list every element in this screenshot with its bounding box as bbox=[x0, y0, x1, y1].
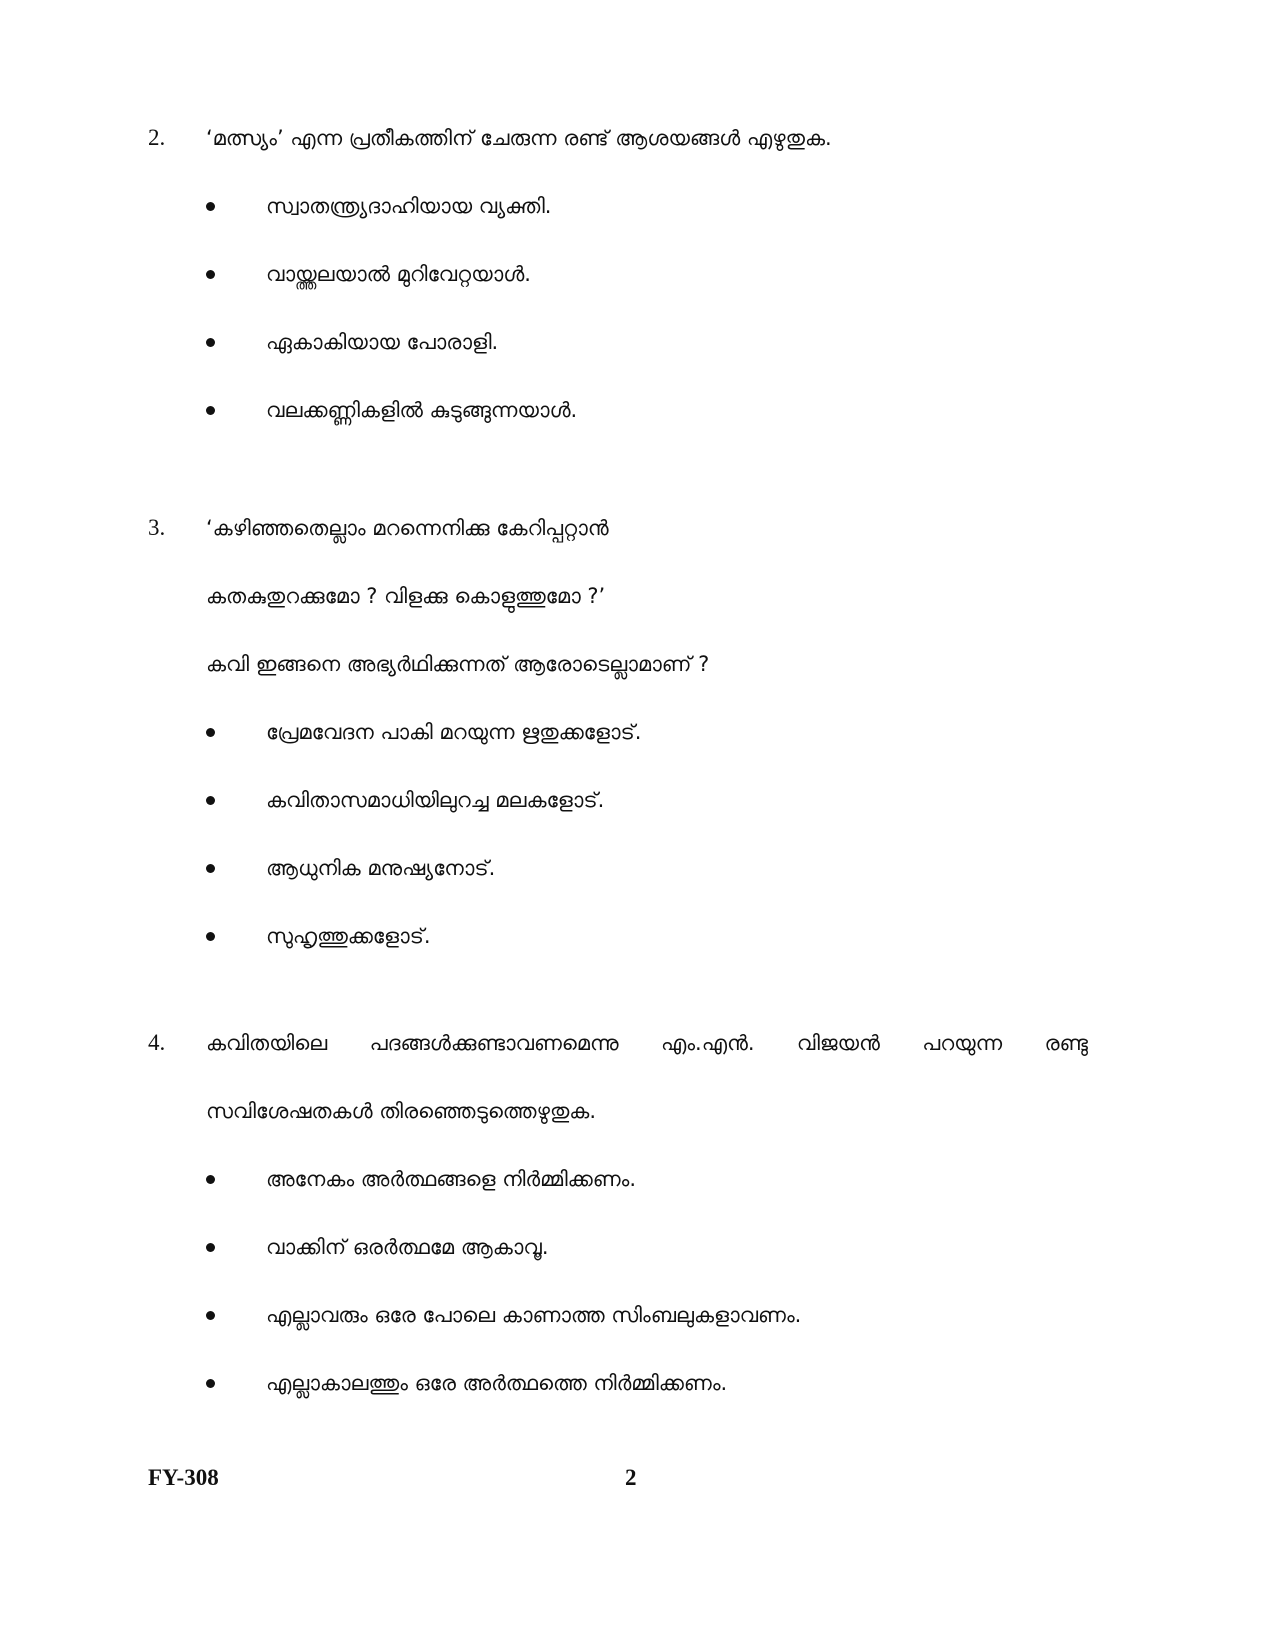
question-word: രണ്ടു bbox=[1044, 1031, 1088, 1055]
option-item bbox=[148, 712, 1088, 780]
question-number: 2. bbox=[148, 125, 166, 150]
bullet-icon bbox=[206, 796, 215, 805]
question-word: എം.എൻ. bbox=[660, 1031, 755, 1055]
bullet-icon bbox=[206, 932, 215, 941]
option-text: എല്ലാവരും ഒരേ പോലെ കാണാത്ത സിംബലുകളാവണം. bbox=[266, 1303, 802, 1327]
footer-paper-code: FY-308 bbox=[148, 1465, 219, 1490]
question-number: 3. bbox=[148, 515, 166, 540]
bullet-icon bbox=[206, 864, 215, 873]
question-line bbox=[148, 576, 1088, 644]
option-text: പ്രേമവേദന പാകി മറയുന്ന ഋതുക്കളോട്. bbox=[266, 720, 642, 744]
footer-page-number: 2 bbox=[625, 1465, 637, 1490]
bullet-icon bbox=[206, 1175, 215, 1184]
bullet-icon bbox=[206, 1311, 215, 1320]
option-text: ആധുനിക മനുഷ്യനോട്. bbox=[266, 856, 496, 880]
question-line bbox=[148, 1023, 1088, 1091]
bullet-icon bbox=[206, 728, 215, 737]
question-text: ‘കഴിഞ്ഞതെല്ലാം മറന്നെനിക്കു കേറിപ്പറ്റാൻ bbox=[206, 516, 609, 540]
question-word: കവിതയിലെ bbox=[206, 1031, 328, 1055]
question-text: ‘മത്സ്യം’ എന്ന പ്രതീകത്തിന് ചേരുന്ന രണ്ട് ആശയങ്ങൾ എഴുതുക. bbox=[206, 126, 832, 150]
question-text: കതകുതുറക്കുമോ ? വിളക്കു കൊളുത്തുമോ ?’ bbox=[206, 584, 606, 608]
option-item bbox=[148, 186, 1088, 254]
question-4 bbox=[148, 1023, 1088, 1431]
option-text: അനേകം അർത്ഥങ്ങളെ നിർമ്മിക്കണം. bbox=[266, 1167, 637, 1191]
option-item bbox=[148, 1363, 1088, 1431]
option-text: വലക്കണ്ണികളിൽ കുടുങ്ങുന്നയാൾ. bbox=[266, 398, 578, 422]
bullet-icon bbox=[206, 1243, 215, 1252]
option-item bbox=[148, 322, 1088, 390]
bullet-icon bbox=[206, 1379, 215, 1388]
option-item bbox=[148, 916, 1088, 984]
question-line bbox=[148, 118, 1088, 186]
option-text: കവിതാസമാധിയിലുറച്ച മലകളോട്. bbox=[266, 788, 605, 812]
question-line bbox=[148, 644, 1088, 712]
option-text: വാക്കിന് ഒരർത്ഥമേ ആകാവൂ. bbox=[266, 1235, 549, 1259]
option-item bbox=[148, 1159, 1088, 1227]
question-3 bbox=[148, 508, 1088, 984]
option-text: ഏകാകിയായ പോരാളി. bbox=[266, 330, 499, 354]
option-text: സുഹൃത്തുക്കളോട്. bbox=[266, 924, 431, 948]
option-text: എല്ലാകാലത്തും ഒരേ അർത്ഥത്തെ നിർമ്മിക്കണം. bbox=[266, 1371, 728, 1395]
question-text: സവിശേഷതകൾ തിരഞ്ഞെടുത്തെഴുതുക. bbox=[206, 1099, 597, 1123]
option-text: വായ്ത്തലയാൽ മുറിവേറ്റയാൾ. bbox=[266, 262, 531, 286]
question-text-justified bbox=[206, 1023, 1088, 1063]
bullet-icon bbox=[206, 338, 215, 347]
option-item bbox=[148, 1295, 1088, 1363]
option-item bbox=[148, 780, 1088, 848]
option-item bbox=[148, 1227, 1088, 1295]
bullet-icon bbox=[206, 406, 215, 415]
bullet-icon bbox=[206, 202, 215, 211]
question-word: പറയുന്ന bbox=[922, 1031, 1003, 1055]
option-item bbox=[148, 254, 1088, 322]
option-item bbox=[148, 390, 1088, 458]
question-line bbox=[148, 1091, 1088, 1159]
question-word: പദങ്ങൾക്കുണ്ടാവണമെന്നു bbox=[369, 1031, 619, 1055]
question-number: 4. bbox=[148, 1030, 166, 1055]
question-line bbox=[148, 508, 1088, 576]
question-text: കവി ഇങ്ങനെ അഭ്യർഥിക്കുന്നത് ആരോടെല്ലാമാണ് ? bbox=[206, 652, 710, 676]
question-2 bbox=[148, 118, 1088, 458]
option-text: സ്വാതന്ത്ര്യദാഹിയായ വ്യക്തി. bbox=[266, 194, 552, 218]
option-item bbox=[148, 848, 1088, 916]
question-word: വിജയൻ bbox=[796, 1031, 880, 1055]
bullet-icon bbox=[206, 270, 215, 279]
